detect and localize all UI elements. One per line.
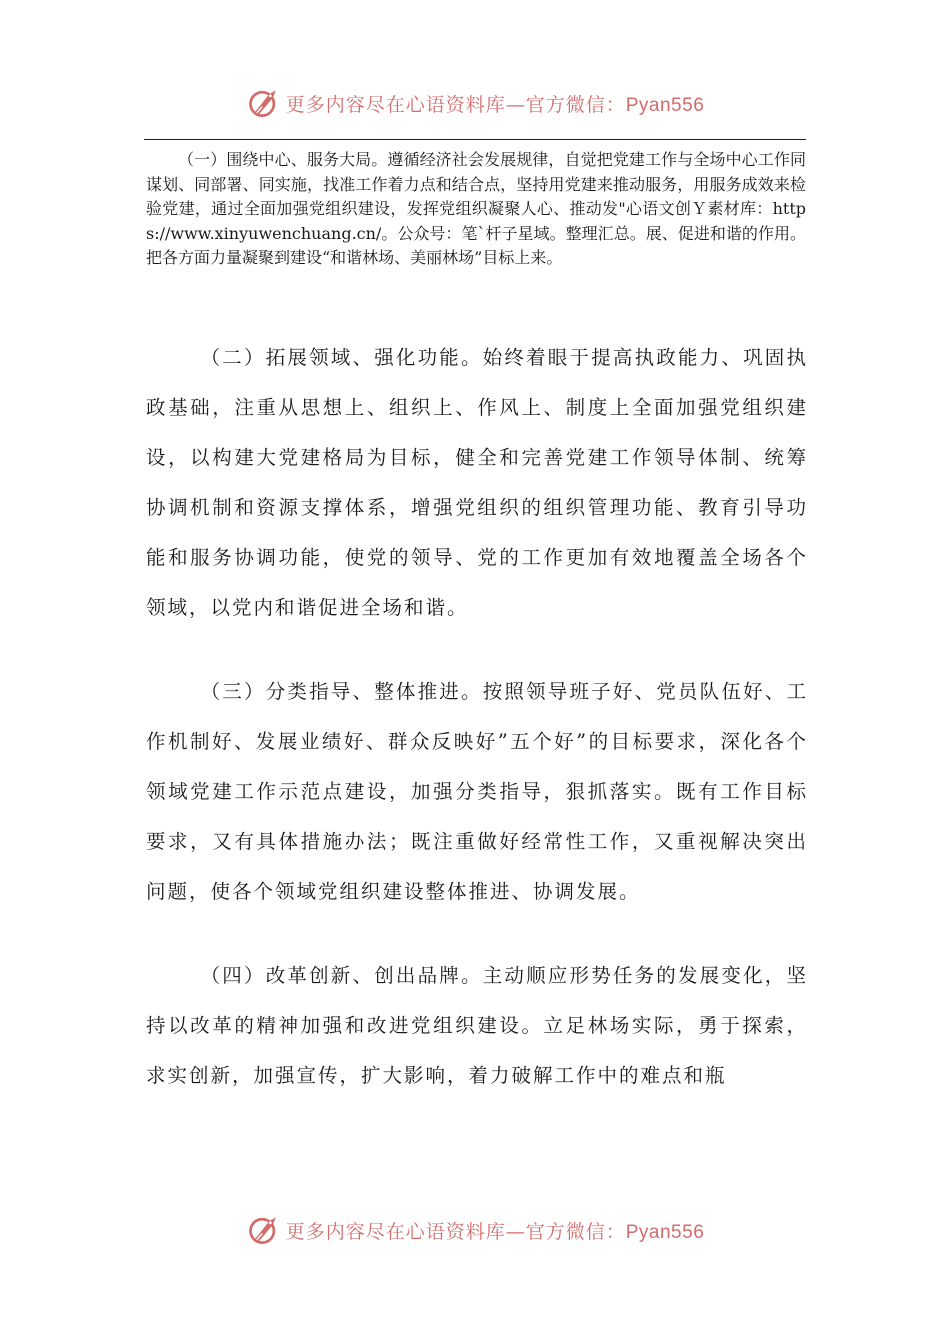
wechat-account: Pyan556	[625, 94, 705, 116]
paragraph-3: （三）分类指导、整体推进。按照领导班子好、党员队伍好、工作机制好、发展业绩好、群众反映好”五个好”的目标要求，深化各个领域党建工作示范点建设，加强分类指导，狠抓落实。既有工作目标要求，又有具体措施办法；既注重做好经常性工作，又重视解决突出问题，使各个领域党组织建设整体推进、协调发展。	[146, 680, 808, 903]
paragraph-1: （一）围绕中心、服务大局。遵循经济社会发展规律，自觉把党建工作与全场中心工作同谋划、同部署、同实施，找准工作着力点和结合点，坚持用党建来推动服务，用服务成效来检验党建，通过全面加强党组织建设，发挥党组织凝聚人心、推动发"心语文创Ｙ素材库：https://www.xinyuwenchuang.cn/。公众号：笔`杆子星域。整理汇总。展、促进和谐的作用。把各方面力量凝聚到建设“和谐林场、美丽林场”目标上来。	[146, 150, 806, 267]
pen-nib-logo-icon	[246, 85, 282, 121]
pen-nib-logo-icon	[246, 1212, 282, 1248]
watermark-text: 更多内容尽在心语资料库—官方微信：Pyan556	[285, 93, 705, 116]
paragraph-2: （二）拓展领域、强化功能。始终着眼于提高执政能力、巩固执政基础，注重从思想上、组织上、作风上、制度上全面加强党组织建设，以构建大党建格局为目标，健全和完善党建工作领导体制、统筹协调机制和资源支撑体系，增强党组织的组织管理功能、教育引导功能和服务协调功能，使党的领导、党的工作更加有效地覆盖全场各个领域，以党内和谐促进全场和谐。	[146, 346, 808, 619]
wechat-account: Pyan556	[625, 1221, 705, 1243]
watermark-text: 更多内容尽在心语资料库—官方微信：Pyan556	[285, 1220, 705, 1243]
footer-watermark	[0, 1210, 950, 1250]
paragraph-4: （四）改革创新、创出品牌。主动顺应形势任务的发展变化，坚持以改革的精神加强和改进党组织建设。立足林场实际，勇于探索，求实创新，加强宣传，扩大影响，着力破解工作中的难点和瓶	[146, 964, 808, 1087]
header-divider	[144, 139, 806, 140]
header-watermark	[0, 83, 950, 123]
